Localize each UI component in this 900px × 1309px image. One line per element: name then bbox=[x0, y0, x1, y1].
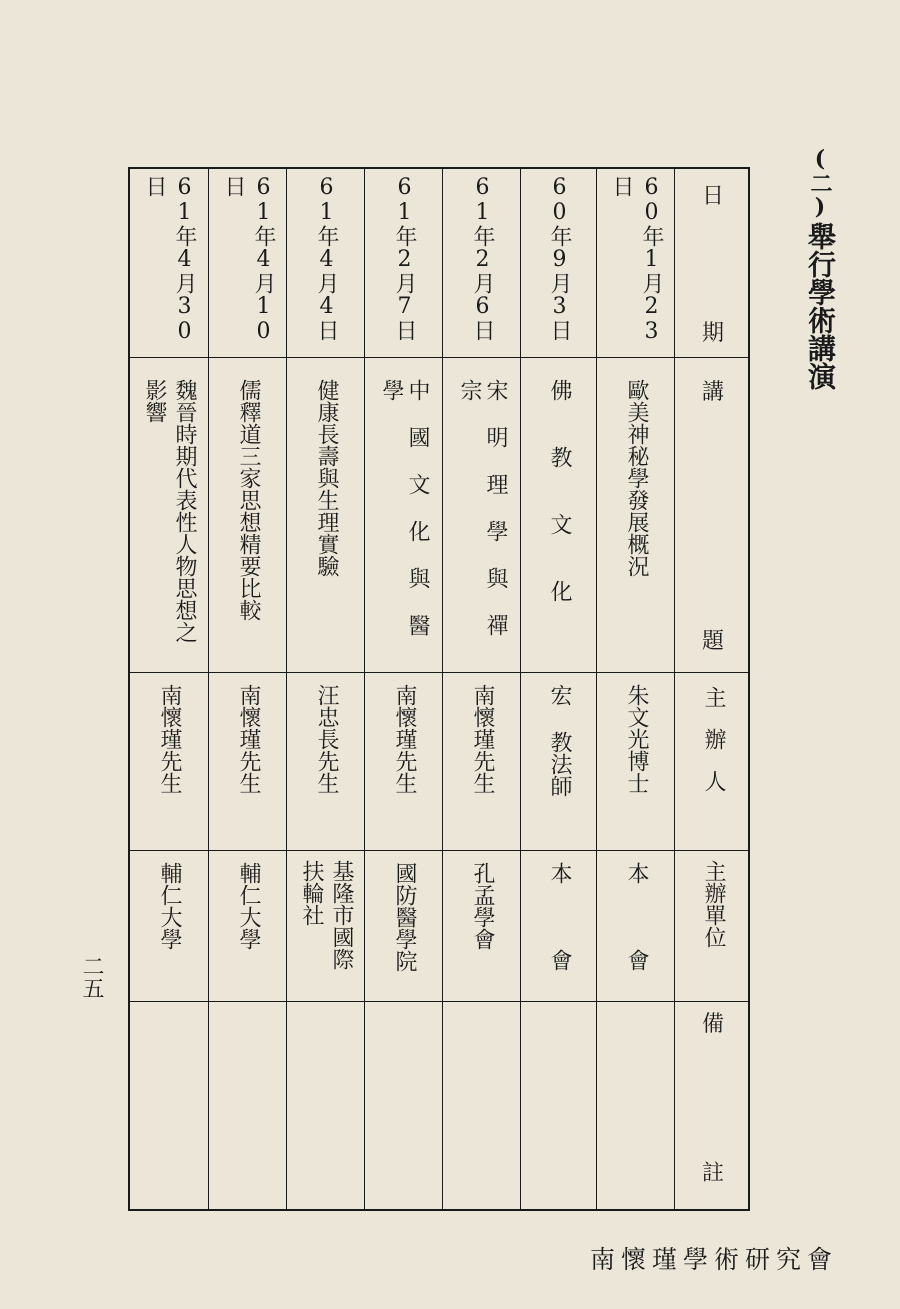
header-remarks bbox=[676, 1003, 750, 1211]
table-row-date: 61年4月4日 bbox=[314, 175, 339, 341]
table-row-host: 汪忠長先生 bbox=[314, 684, 339, 794]
header-date-char2: 期 bbox=[701, 321, 724, 346]
page-number: 二五 bbox=[79, 955, 104, 999]
table-row-date: 60年9月3日 bbox=[547, 175, 572, 341]
table-row-topic: 宋 明 理 學 與 禪 宗 bbox=[457, 379, 508, 661]
table-row-host: 南懷瑾先生 bbox=[392, 684, 417, 794]
table-row-topic: 魏晉時期代表性人物思想之影響 bbox=[142, 379, 197, 643]
table-row-unit: 基隆市國際扶輪社 bbox=[299, 860, 354, 970]
publisher-footer: 南懷瑾學術研究會 bbox=[590, 1245, 839, 1274]
table-row-unit: 孔孟學會 bbox=[470, 862, 495, 950]
table-row-date: 61年2月7日 bbox=[392, 175, 417, 341]
header-topic bbox=[676, 359, 750, 672]
table-row-host: 朱文光博士 bbox=[624, 684, 649, 794]
table-row-host: 南懷瑾先生 bbox=[157, 684, 182, 794]
table-row-unit: 本 會 bbox=[547, 862, 572, 991]
table-row-host: 南懷瑾先生 bbox=[470, 684, 495, 794]
header-remarks-char2: 註 bbox=[701, 1161, 724, 1186]
table-row-topic: 儒釋道三家思想精要比較 bbox=[236, 379, 261, 621]
table-row-date: 61年4月30日 bbox=[142, 175, 197, 344]
table-row-topic: 健康長壽與生理實驗 bbox=[314, 379, 339, 577]
section-number: (二) bbox=[807, 146, 833, 220]
table-row-topic: 歐美神秘學發展概況 bbox=[624, 379, 649, 577]
header-topic-char2: 題 bbox=[701, 629, 724, 654]
table-row-host: 南懷瑾先生 bbox=[236, 684, 261, 794]
table-row-date: 61年2月6日 bbox=[470, 175, 495, 341]
table-row-date: 60年1月23日 bbox=[609, 175, 664, 344]
table-row-date: 61年4月10日 bbox=[221, 175, 276, 344]
table-row-unit: 本 會 bbox=[624, 862, 649, 991]
header-host: 主辦人 bbox=[701, 686, 726, 812]
table-row-topic: 中 國 文 化 與 醫 學 bbox=[379, 379, 430, 661]
header-unit: 主辦單位 bbox=[701, 860, 726, 948]
header-topic-char1: 講 bbox=[701, 380, 724, 405]
table-row-unit: 輔仁大學 bbox=[157, 862, 182, 950]
header-date bbox=[676, 169, 750, 357]
lecture-table bbox=[128, 167, 750, 1211]
header-remarks-char1: 備 bbox=[701, 1012, 724, 1037]
table-row-unit: 輔仁大學 bbox=[236, 862, 261, 950]
table-row-host: 宏 教法師 bbox=[547, 684, 572, 797]
table-row-topic: 佛 教 文 化 bbox=[547, 379, 572, 612]
header-date-char1: 日 bbox=[701, 184, 724, 209]
section-title bbox=[803, 146, 837, 390]
table-row-unit: 國防醫學院 bbox=[392, 862, 417, 972]
section-title-text: 舉行學術講演 bbox=[804, 222, 837, 390]
